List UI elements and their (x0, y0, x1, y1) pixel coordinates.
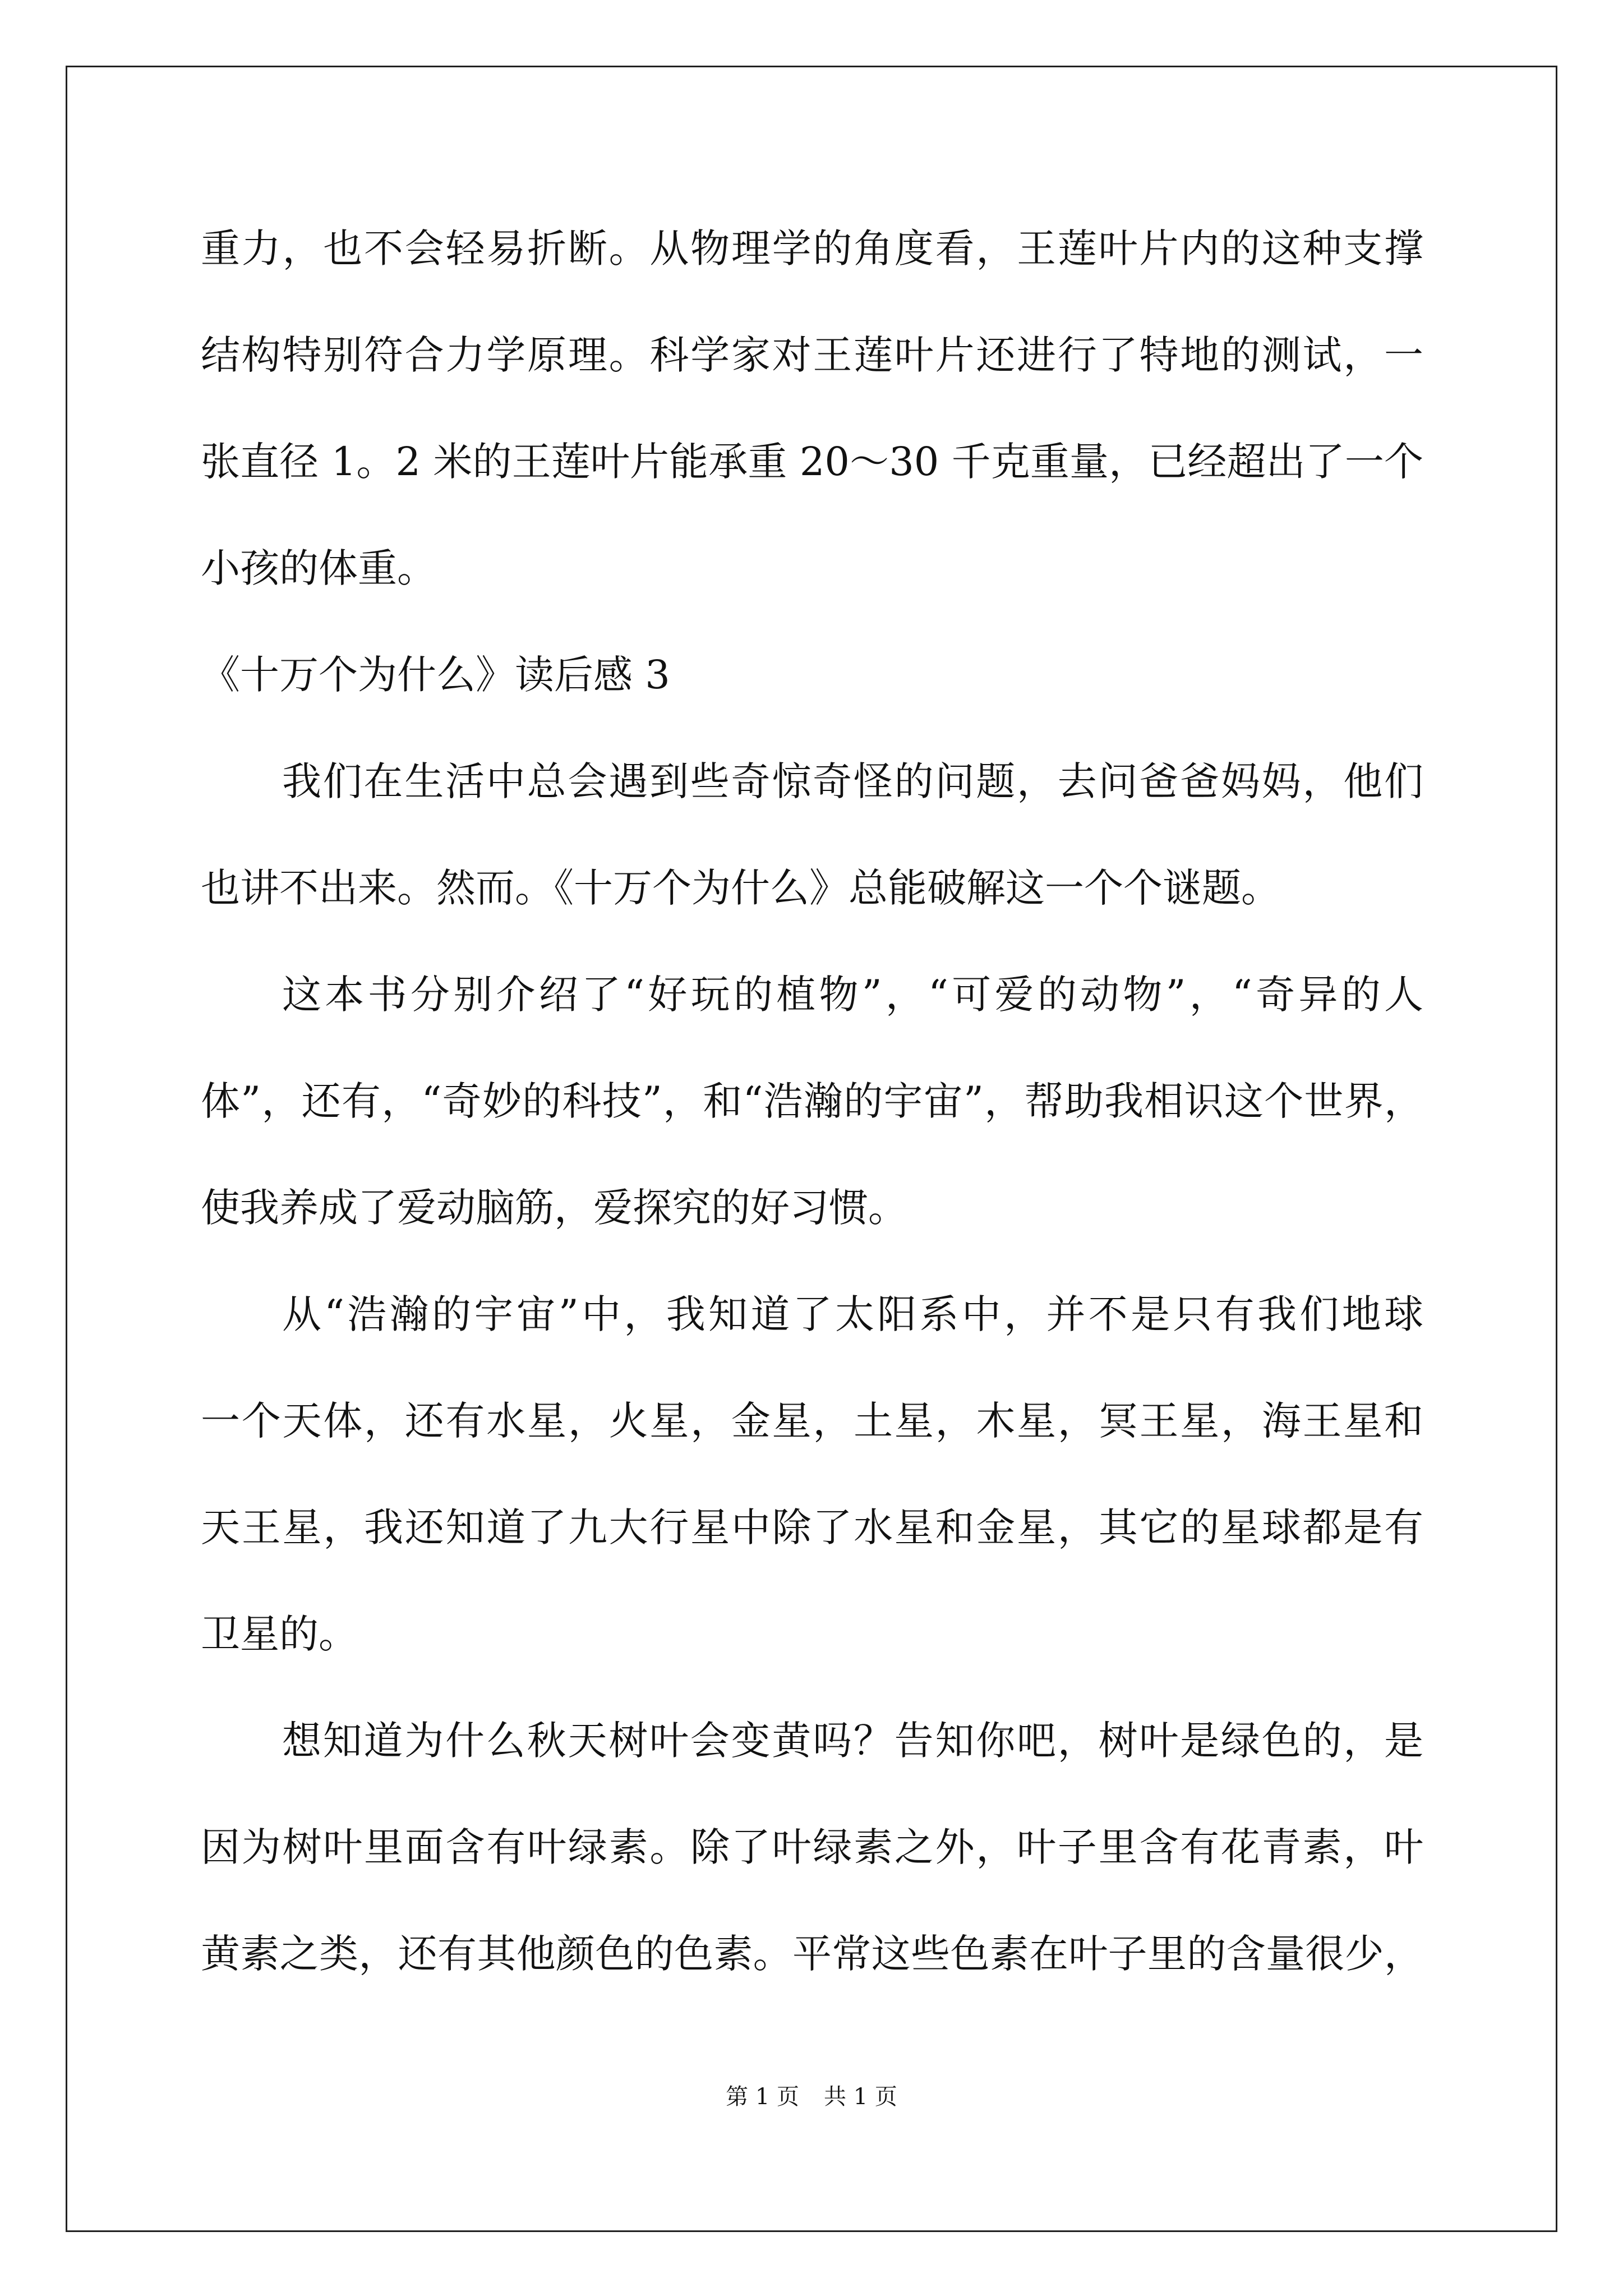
page-total: 共 1 页 (824, 2084, 897, 2110)
text-line: 一个天体，还有水星，火星，金星，土星，木星，冥王星，海王星和 (201, 1398, 1423, 1444)
text-line: 小孩的体重。 (201, 545, 436, 591)
text-line: 结构特别符合力学原理。科学家对王莲叶片还进行了特地的测试，一 (201, 332, 1423, 378)
page-footer (0, 2083, 1623, 2111)
text-line: 因为树叶里面含有叶绿素。除了叶绿素之外，叶子里含有花青素，叶 (201, 1824, 1423, 1870)
text-line: 卫星的。 (201, 1611, 358, 1657)
text-line: 从“浩瀚的宇宙”中，我知道了太阳系中，并不是只有我们地球 (282, 1291, 1423, 1337)
text-line: 体”，还有，“奇妙的科技”，和“浩瀚的宇宙”，帮助我相识这个世界， (201, 1078, 1423, 1124)
section-heading: 《十万个为什么》读后感 3 (201, 652, 670, 698)
page-number: 第 1 页 (726, 2084, 799, 2110)
text-line: 使我养成了爱动脑筋，爱探究的好习惯。 (201, 1185, 907, 1231)
text-line: 也讲不出来。然而。《十万个为什么》总能破解这一个个谜题。 (201, 865, 1280, 911)
text-line: 我们在生活中总会遇到些奇惊奇怪的问题，去问爸爸妈妈，他们 (282, 758, 1423, 804)
document-body (201, 222, 1423, 1981)
text-line: 重力，也不会轻易折断。从物理学的角度看，王莲叶片内的这种支撑 (201, 226, 1423, 272)
text-line: 这本书分别介绍了“好玩的植物”，“可爱的动物”，“奇异的人 (282, 972, 1423, 1018)
text-line: 天王星，我还知道了九大行星中除了水星和金星，其它的星球都是有 (201, 1504, 1423, 1550)
text-line: 黄素之类，还有其他颜色的色素。平常这些色素在叶子里的含量很少， (201, 1931, 1423, 1977)
text-line: 张直径 1。2 米的王莲叶片能承重 20～30 千克重量，已经超出了一个 (201, 439, 1423, 485)
text-line: 想知道为什么秋天树叶会变黄吗？告知你吧，树叶是绿色的，是 (282, 1718, 1423, 1764)
